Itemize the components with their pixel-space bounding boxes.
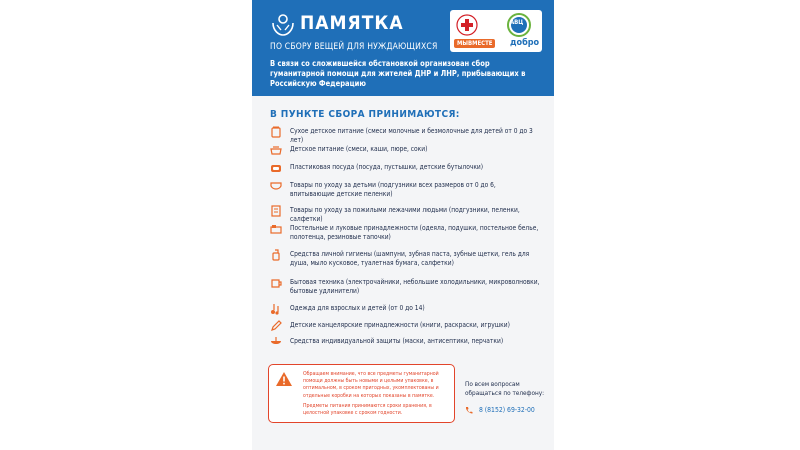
helping-hands-icon (270, 11, 296, 37)
memo-sheet: ПАМЯТКА ПО СБОРУ ВЕЩЕЙ ДЛЯ НУЖДАЮЩИХСЯ АВЦ МЫВМЕСТЕ добро В связи со сложившейся обстановкой организован сбор гуманитарной помощи для жителей ДНР и ЛНР, прибывающих в Российскую Федерацию В ПУНКТЕ СБОРА ПРИНИМАЮТСЯ: Сухое детское питание (смеси молочные и безмолочные для детей от 0 до 3 лет) Детское питание (смеси, каши, пюре, соки) Пластиковая посуда (посуда, пустышки, детские бутылочки) Товары по уходу за детьми (подгузники всех размеров от 0 до 6, впитывающие детские пеленки) Товары по уходу за пожилыми лежачими людьми (подгузники, пеленки, салфетки) Постельные и луковые принадлежности (одеяла, подушки, постельное белье, полотенца, резиновые тапочки) Средства личной гигиены (шампуни, зубная паста, зубные щетки, гель для душа, мыло кусковое, туалетная бумага, салфетки) Бытовая техника (электрочайники, небольшие холодильники, микроволновки, бытовые удлинители) Одежда для взрослых и детей (от 0 до 14) Детские канцелярские принадлежности (книги, раскраски, игрушки) Средства индивидуальной защиты (маски, антисептики, перчатки) Обращаем внимание, что все предметы гуманитарной помощи должны быть новыми и целыми упаковке, в оптимальном, в сроком пригодных, укомплектованы и отдельные коробки на которых показаны в памятке. Предметы питания принимаются сроки хранения, в целостной упаковке с сроком годности. По всем вопросам обращаться по телефону: 8 (8152) 69-32-00 (252, 0, 554, 450)
warning-box (268, 364, 455, 423)
red-cross-icon (456, 14, 478, 36)
warning-text-1: Обращаем внимание, что все предметы гуманитарной помощи должны быть новыми и целыми упаковке, в оптимальном, в сроком пригодных, укомплектованы и отдельные коробки на которых показаны в памятке. (303, 371, 439, 399)
adult-diaper-icon (270, 205, 282, 217)
appliance-icon (270, 277, 282, 289)
mivmeste-badge: МЫВМЕСТЕ (454, 39, 495, 48)
baby-food-jar-icon (270, 144, 282, 156)
baby-bottle-icon (270, 162, 282, 174)
diaper-icon (270, 180, 282, 192)
clothes-icon (270, 303, 282, 315)
memo-subtitle: ПО СБОРУ ВЕЩЕЙ ДЛЯ НУЖДАЮЩИХСЯ (270, 42, 438, 52)
section-title: В ПУНКТЕ СБОРА ПРИНИМАЮТСЯ: (270, 109, 460, 120)
partner-logos (450, 10, 542, 52)
pencil-icon (270, 320, 282, 332)
bedding-icon (270, 223, 282, 235)
warning-text-2: Предметы питания принимаются сроки хранения, в целостной упаковке с сроком годности. (303, 402, 432, 417)
contact-label: По всем вопросам обращаться по телефону: (465, 380, 545, 397)
baby-formula-icon (270, 126, 282, 138)
avc-logo-label: АВЦ (510, 19, 524, 26)
warning-icon (275, 371, 293, 387)
phone-number[interactable]: 8 (8152) 69-32-00 (478, 406, 535, 414)
hygiene-icon (270, 249, 282, 261)
memo-intro: В связи со сложившейся обстановкой организован сбор гуманитарной помощи для жителей ДНР и ЛНР, прибывающих в Российскую Федерацию (270, 59, 526, 88)
memo-title: ПАМЯТКА (300, 12, 404, 34)
mask-icon (270, 336, 282, 348)
dobro-logo: добро (510, 38, 540, 48)
phone-icon (465, 406, 473, 414)
phone-row[interactable] (465, 406, 535, 414)
memo-header (252, 0, 554, 96)
warning-text (303, 371, 451, 420)
